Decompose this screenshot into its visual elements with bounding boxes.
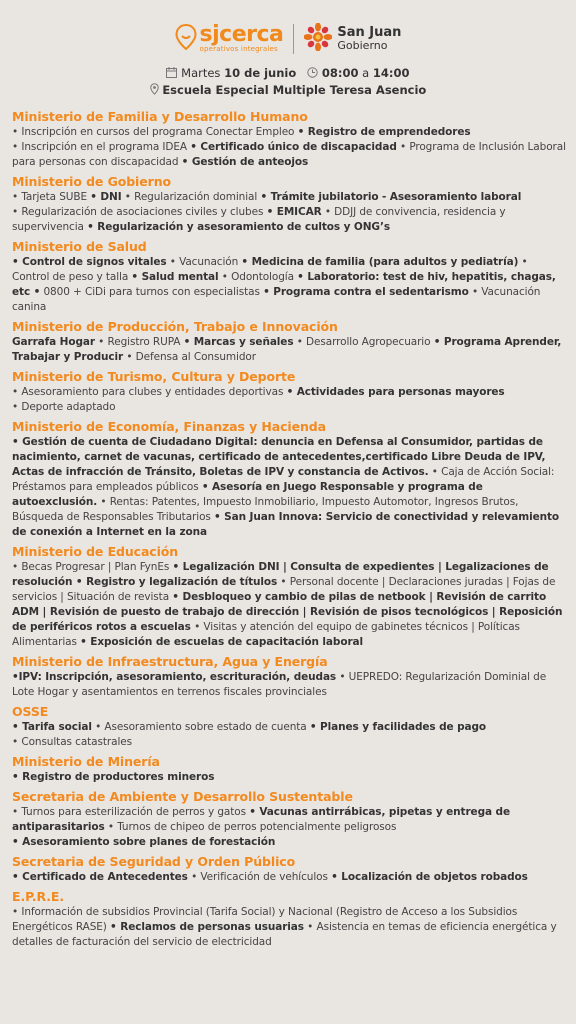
ministry-services: • Información de subsidios Provincial (Tarifa Social) y Nacional (Registro de Acceso a los Subsidios Energéticos RASE) • Reclamos de personas usuarias • Asistencia en temas de eficiencia energética y detalles de facturación del servicio de electricidad	[12, 906, 557, 948]
ministry-section	[12, 889, 566, 950]
event-place: Escuela Especial Multiple Teresa Asencio	[162, 83, 427, 97]
header-divider	[293, 24, 294, 54]
ministry-section	[12, 544, 566, 650]
ministry-section	[12, 174, 566, 235]
san-juan-logo	[304, 23, 401, 55]
ministry-title: Ministerio de Minería	[12, 754, 160, 769]
ministry-title: Ministerio de Gobierno	[12, 174, 171, 189]
event-datetime	[0, 66, 576, 80]
event-location	[0, 83, 576, 97]
ministry-title: Ministerio de Salud	[12, 239, 147, 254]
ministry-title: Secretaria de Seguridad y Orden Público	[12, 854, 296, 869]
brand-name: sjcerca	[199, 22, 284, 47]
ministry-title: Ministerio de Producción, Trabajo e Innovación	[12, 319, 338, 334]
sjcerca-logo	[175, 24, 284, 54]
ministry-section	[12, 854, 566, 885]
ministry-title: Ministerio de Economía, Finanzas y Hacienda	[12, 419, 326, 434]
ministry-services: • Certificado de Antecedentes • Verificación de vehículos • Localización de objetos robados	[12, 871, 528, 883]
ministry-title: Ministerio de Familia y Desarrollo Humano	[12, 109, 308, 124]
ministry-title: OSSE	[12, 704, 49, 719]
event-date: 10 de junio	[224, 66, 297, 80]
ministry-services: Garrafa Hogar • Registro RUPA • Marcas y señales • Desarrollo Agropecuario • Programa Aprender, Trabajar y Producir • Defensa al Consumidor	[12, 336, 562, 363]
map-pin-icon	[150, 83, 163, 97]
ministry-services: • Turnos para esterilización de perros y gatos • Vacunas antirrábicas, pipetas y entrega de antiparasitarios • Turnos de chipeo de perros potencialmente peligrosos • Asesoramiento sobre planes de forestación	[12, 806, 510, 848]
ministry-title: Ministerio de Educación	[12, 544, 179, 559]
services-list	[12, 109, 566, 954]
ministry-services: • Becas Progresar | Plan FynEs • Legalización DNI | Consulta de expedientes | Legalizaciones de resolución • Registro y legalización de títulos • Personal docente | Declaraciones juradas | Fojas de servicios | Situación de revista • Desbloqueo y cambio de pilas de netbook | Revisión de carrito ADM | Revisión de puesto de trabajo de dirección | Revisión de pisos tecnológicos | Reposición de periféricos rotos a escuelas • Visitas y atención del equipo de gabinetes técnicos | Políticas Alimentarias • Exposición de escuelas de capacitación laboral	[12, 561, 563, 648]
ministry-services: • Asesoramiento para clubes y entidades deportivas • Actividades para personas mayores • Deporte adaptado	[12, 386, 505, 413]
ministry-section	[12, 239, 566, 315]
ministry-section	[12, 369, 566, 415]
ministry-services: • Tarjeta SUBE • DNI • Regularización dominial • Trámite jubilatorio - Asesoramiento laboral • Regularización de asociaciones civiles y clubes • EMICAR • DDJJ de convivencia, residencia y supervivencia • Regularización y asesoramiento de cultos y ONG’s	[12, 191, 522, 233]
ministry-services: • Control de signos vitales • Vacunación • Medicina de familia (para adultos y pediatría) • Control de peso y talla • Salud mental • Odontología • Laboratorio: test de hiv, hepatitis, chagas, etc • 0800 + CiDi para turnos con especialistas • Programa contra el sedentarismo • Vacunación canina	[12, 256, 556, 313]
ministry-section	[12, 319, 566, 365]
header	[0, 18, 576, 60]
ministry-services: • Inscripción en cursos del programa Conectar Empleo • Registro de emprendedores • Inscripción en el programa IDEA • Certificado único de discapacidad • Programa de Inclusión Laboral para personas con discapacidad • Gestión de anteojos	[12, 126, 566, 168]
ministry-section	[12, 654, 566, 700]
ministry-title: E.P.R.E.	[12, 889, 64, 904]
brand-tagline: operativos integrales	[199, 45, 278, 53]
ministry-title: Ministerio de Infraestructura, Agua y Energía	[12, 654, 328, 669]
ministry-services: • Gestión de cuenta de Ciudadano Digital: denuncia en Defensa al Consumidor, partidas de nacimiento, carnet de vacunas, certificado de antecedentes,certificado Libre Deuda de IPV, Actas de infracción de Tránsito, Boletas de IPV y constancia de Activos. • Caja de Acción Social: Préstamos para empleados públicos • Asesoría en Juego Responsable y programa de autoexclusión. • Rentas: Patentes, Impuesto Inmobiliario, Impuesto Automotor, Ingresos Brutos, Búsqueda de Responsables Tributarios • San Juan Innova: Servicio de conectividad y relevamiento de conexión a Internet en la zona	[12, 436, 560, 538]
sun-emblem-icon	[304, 23, 332, 55]
ministry-services: •IPV: Inscripción, asesoramiento, escrituración, deudas • UEPREDO: Regularización Dominial de Lote Hogar y asentamientos en terrenos fiscales provinciales	[12, 671, 547, 698]
gov-name: San Juan	[337, 25, 402, 40]
ministry-title: Secretaria de Ambiente y Desarrollo Sustentable	[12, 789, 353, 804]
ministry-section	[12, 704, 566, 750]
clock-icon	[307, 66, 322, 80]
gov-sub: Gobierno	[337, 39, 388, 52]
event-time-sep: a	[362, 66, 370, 80]
ministry-section	[12, 419, 566, 540]
event-time-end: 14:00	[372, 66, 410, 80]
ministry-section	[12, 109, 566, 170]
ministry-services: • Registro de productores mineros	[12, 771, 215, 783]
event-day: Martes	[181, 66, 221, 80]
ministry-section	[12, 789, 566, 850]
calendar-icon	[166, 66, 181, 80]
ministry-section	[12, 754, 566, 785]
ministry-title: Ministerio de Turismo, Cultura y Deporte	[12, 369, 296, 384]
location-pin-icon	[175, 24, 197, 54]
ministry-services: • Tarifa social • Asesoramiento sobre estado de cuenta • Planes y facilidades de pago • Consultas catastrales	[12, 721, 487, 748]
event-time-start: 08:00	[321, 66, 359, 80]
